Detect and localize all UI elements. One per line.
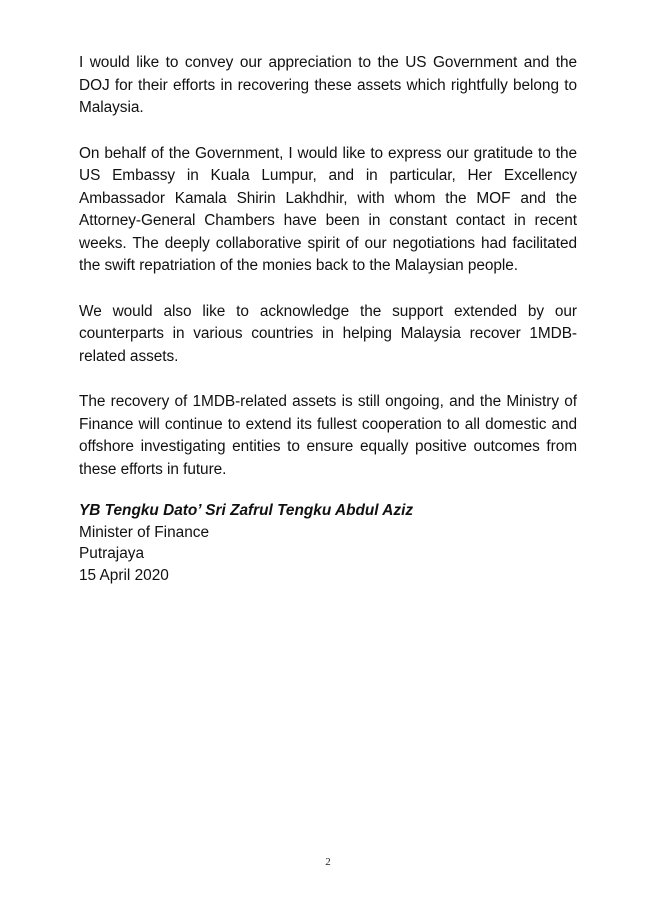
signature-location: Putrajaya [79, 545, 145, 562]
signatory-title: Minister of Finance [79, 523, 210, 541]
paragraph-ongoing-recovery: The recovery of 1MDB-related assets is still ongoing, and the Ministry of Finance will continue to extend its fullest cooperation to all domestic and offshore investigating entities to ensure equally positive outcomes from these efforts in future. [79, 393, 577, 478]
document-body [79, 52, 577, 504]
page-number: 2 [325, 856, 331, 868]
paragraph-appreciation: I would like to convey our appreciation to the US Government and the DOJ for their efforts in recovering these assets which rightfully belong to Malaysia. [79, 54, 577, 116]
signatory-name: YB Tengku Dato’ Sri Zafrul Tengku Abdul Aziz [79, 502, 414, 519]
signature-date: 15 April 2020 [79, 566, 169, 584]
paragraph-gratitude: On behalf of the Government, I would like to express our gratitude to the US Embassy in Kuala Lumpur, and in particular, Her Excellency Ambassador Kamala Shirin Lakhdhir, with whom the MOF and the Attorney-General Chambers have been in constant contact in recent weeks. The deeply collaborative spirit of our negotiations had facilitated the swift repatriation of the monies back to the Malaysian people. [79, 144, 577, 274]
paragraph-acknowledgement: We would also like to acknowledge the support extended by our counterparts in various countries in helping Malaysia recover 1MDB-related assets. [79, 302, 577, 365]
signature-block [79, 500, 413, 586]
